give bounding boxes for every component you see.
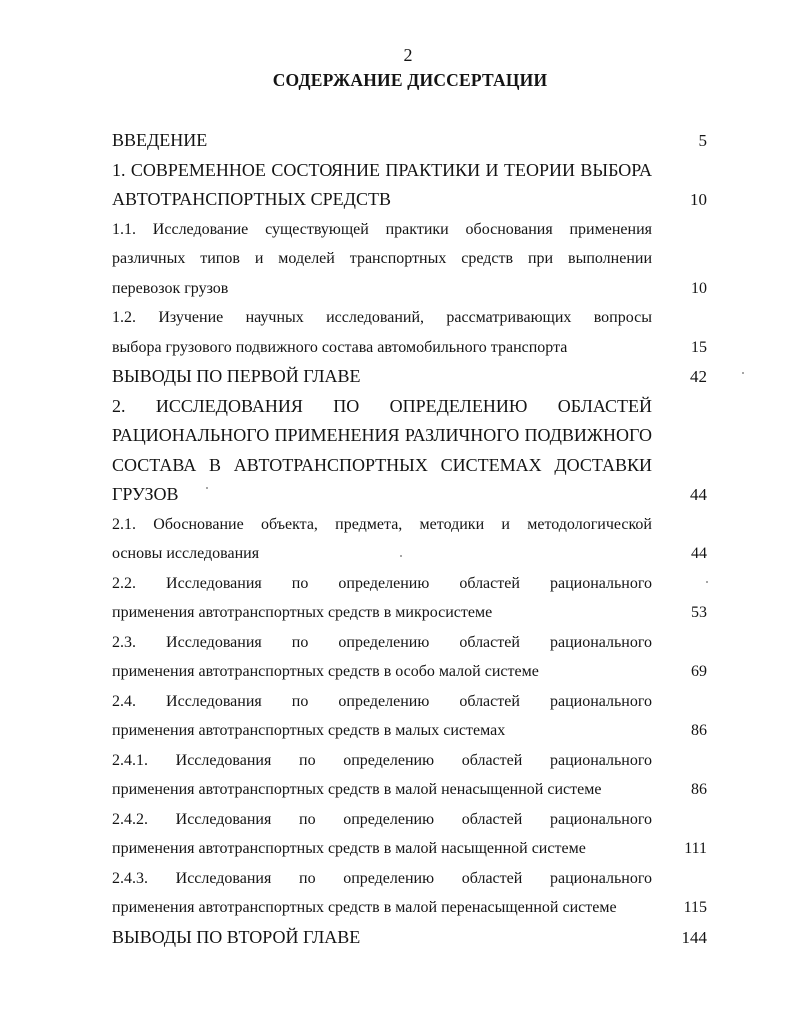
toc-entry-line: РАЦИОНАЛЬНОГО ПРИМЕНЕНИЯ РАЗЛИЧНОГО ПОДВИЖНОГО [112,425,652,445]
toc-entry [112,864,707,923]
toc-entry-page: 44 [690,485,707,504]
toc-entry-page: 144 [681,927,707,947]
toc-entry-page: 86 [691,781,707,798]
toc-entry-page: 53 [691,604,707,621]
toc-entry-line: 2.1. Обоснование объекта, предмета, методики и методологической [112,515,652,533]
toc-entry-page: 115 [683,899,707,916]
toc-entry-text [112,362,707,392]
toc-entry-text [112,303,707,362]
toc-entry-line: ГРУЗОВ [112,484,179,504]
toc-entry-page: 10 [691,279,707,297]
toc-entry-line: 1.1. Исследование существующей практики обоснования применения [112,220,652,238]
toc-entry-page: 44 [691,545,707,562]
toc-entry [112,746,707,805]
toc-entry [112,687,707,746]
toc-entry-line: 1.2. Изучение научных исследований, рассматривающих вопросы [112,309,652,326]
page-title: СОДЕРЖАНИЕ ДИССЕРТАЦИИ [272,70,548,90]
scan-speck [400,555,402,557]
toc-entry-text [112,687,707,746]
toc-entry-line: СОСТАВА В АВТОТРАНСПОРТНЫХ СИСТЕМАХ ДОСТАВКИ [112,454,652,475]
toc-entry-text [112,628,707,687]
toc-entry-line: выбора грузового подвижного состава автомобильного транспорта [112,338,568,356]
toc-entry-page: 42 [690,367,707,386]
toc-entry-text [112,746,707,805]
toc-entry-page: 5 [698,131,707,150]
toc-entry-line: ВВЕДЕНИЕ [112,130,208,150]
toc-entry [112,156,707,215]
toc-entry-line: 2.4. Исследования по определению областей рационального [112,692,652,710]
toc-entry-line: 1. СОВРЕМЕННОЕ СОСТОЯНИЕ ПРАКТИКИ И ТЕОРИИ ВЫБОРА [112,159,652,180]
toc-entry-text [112,805,707,864]
toc-entry-line: 2.2. Исследования по определению областей рационального [112,574,652,592]
toc-entry [112,628,707,687]
toc-entry-line: применения автотранспортных средств в малой ненасыщенной системе [112,781,602,798]
scan-speck [742,372,744,374]
toc-entry-line: применения автотранспортных средств в микросистеме [112,604,493,621]
toc-entry-line: 2.4.2. Исследования по определению областей рационального [112,810,652,828]
toc-entry-line: ВЫВОДЫ ПО ПЕРВОЙ ГЛАВЕ [112,366,361,386]
toc-entry [112,569,707,628]
toc-entry-line: применения автотранспортных средств в особо малой системе [112,663,539,680]
toc-entry-page: 69 [691,663,707,680]
toc-entry-text [112,392,707,510]
toc-entry-line: 2. ИССЛЕДОВАНИЯ ПО ОПРЕДЕЛЕНИЮ ОБЛАСТЕЙ [112,395,652,416]
toc-entry [112,923,707,953]
toc-entry-line: 2.4.1. Исследования по определению областей рационального [112,751,652,769]
toc-entry-line: различных типов и моделей транспортных средств при выполнении [112,250,652,267]
toc-entry-page: 15 [691,338,707,356]
toc-entry-line: применения автотранспортных средств в малых системах [112,722,506,739]
toc-entry-text [112,569,707,628]
toc-entry-page: 86 [691,722,707,739]
toc-entry-line: 2.4.3. Исследования по определению областей рационального [112,869,652,887]
toc-entry-line: основы исследования [112,545,260,562]
toc-entry [112,303,707,362]
toc-entry-line: ВЫВОДЫ ПО ВТОРОЙ ГЛАВЕ [112,926,361,947]
toc-entry-text [112,923,707,953]
toc-entry-text [112,126,707,156]
toc-entry [112,392,707,510]
toc-entry-page: 10 [690,190,707,209]
toc-entry-text [112,156,707,215]
toc-entry [112,805,707,864]
toc-entry-line: перевозок грузов [112,279,229,297]
toc-entry-text [112,864,707,923]
table-of-contents [112,126,707,952]
toc-entry-page: 111 [684,840,707,857]
scan-speck [706,581,708,583]
toc-entry-line: 2.3. Исследования по определению областей рационального [112,633,652,651]
toc-entry [112,215,707,304]
toc-entry-line: применения автотранспортных средств в малой насыщенной системе [112,840,586,857]
page-number: 2 [403,45,413,65]
scan-speck [206,487,208,489]
toc-entry-line: АВТОТРАНСПОРТНЫХ СРЕДСТВ [112,189,391,209]
toc-entry [112,510,707,569]
toc-entry-line: применения автотранспортных средств в малой перенасыщенной системе [112,899,617,916]
toc-entry-text [112,215,707,304]
toc-entry [112,126,707,156]
toc-entry-text [112,510,707,569]
toc-entry [112,362,707,392]
